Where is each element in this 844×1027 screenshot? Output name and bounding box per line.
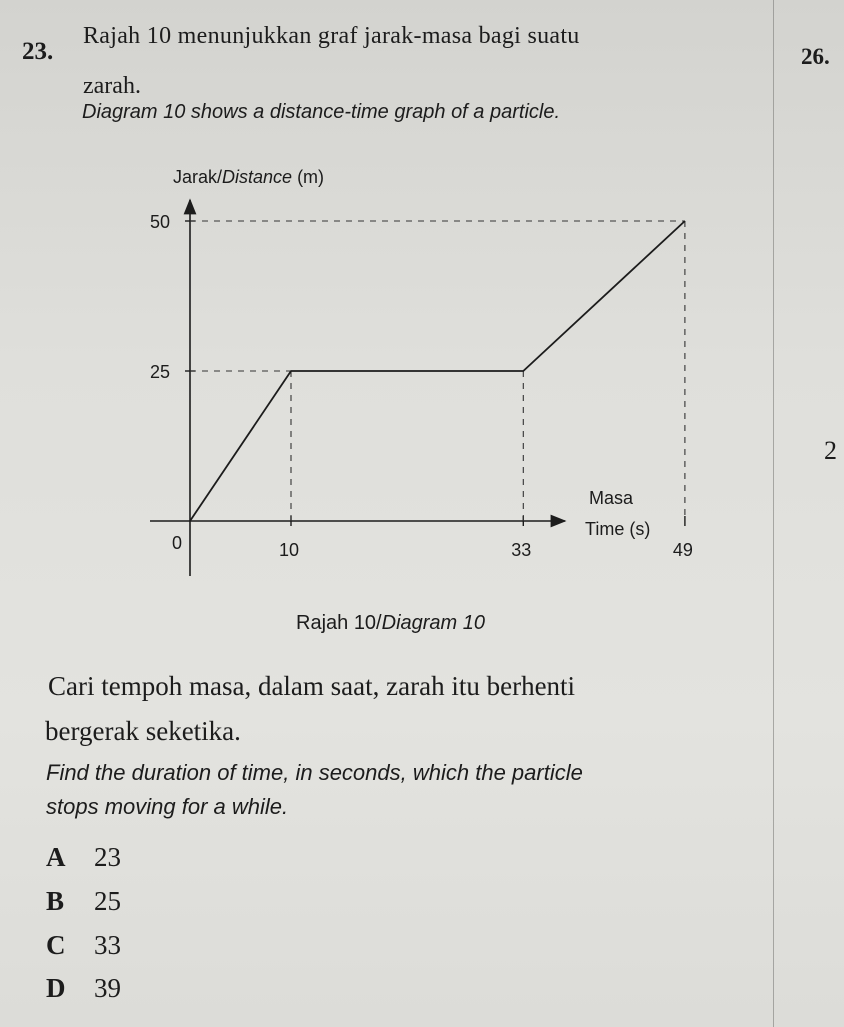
x-axis-label-malay: Masa xyxy=(589,488,634,508)
option-b[interactable] xyxy=(46,886,121,917)
question-text-malay-line2: zarah. xyxy=(83,73,141,99)
next-question-number: 26. xyxy=(801,44,830,69)
origin-label: 0 xyxy=(172,533,183,553)
graph-plot-area xyxy=(150,167,693,576)
question-number: 23. xyxy=(22,38,54,65)
y-axis-label: Jarak/Distance (m) xyxy=(173,167,325,187)
y-tick-label: 50 xyxy=(150,212,171,232)
option-d[interactable] xyxy=(46,973,121,1004)
x-axis-label-english: Time (s) xyxy=(585,519,651,539)
option-letter: D xyxy=(46,973,66,1003)
y-tick-label: 25 xyxy=(150,362,171,382)
question-text-malay-line1: Rajah 10 menunjukkan graf jarak-masa bagi suatu xyxy=(83,23,580,49)
option-value: 25 xyxy=(94,886,121,916)
option-letter: A xyxy=(46,842,66,872)
option-value: 23 xyxy=(94,842,121,872)
option-letter: C xyxy=(46,930,66,960)
option-value: 39 xyxy=(94,973,121,1003)
ask-text-english-line2: stops moving for a while. xyxy=(46,794,289,819)
option-value: 33 xyxy=(94,930,121,960)
ask-text-malay-line2: bergerak seketika. xyxy=(45,716,241,746)
diagram-caption-malay: Rajah 10/ xyxy=(296,612,382,634)
ask-text-english-line1: Find the duration of time, in seconds, which the particle xyxy=(46,760,583,785)
x-tick-label: 33 xyxy=(511,540,532,560)
question-text-english: Diagram 10 shows a distance-time graph of a particle. xyxy=(82,101,561,123)
x-tick-label: 49 xyxy=(672,540,693,560)
option-c[interactable] xyxy=(46,930,121,961)
margin-mark: 2 xyxy=(824,436,837,465)
diagram-caption xyxy=(296,612,485,635)
x-tick-label: 10 xyxy=(279,540,300,560)
option-a[interactable] xyxy=(46,842,121,873)
ask-text-malay-line1: Cari tempoh masa, dalam saat, zarah itu berhenti xyxy=(48,671,576,701)
diagram-caption-english: Diagram 10 xyxy=(381,612,486,634)
option-letter: B xyxy=(46,886,65,916)
